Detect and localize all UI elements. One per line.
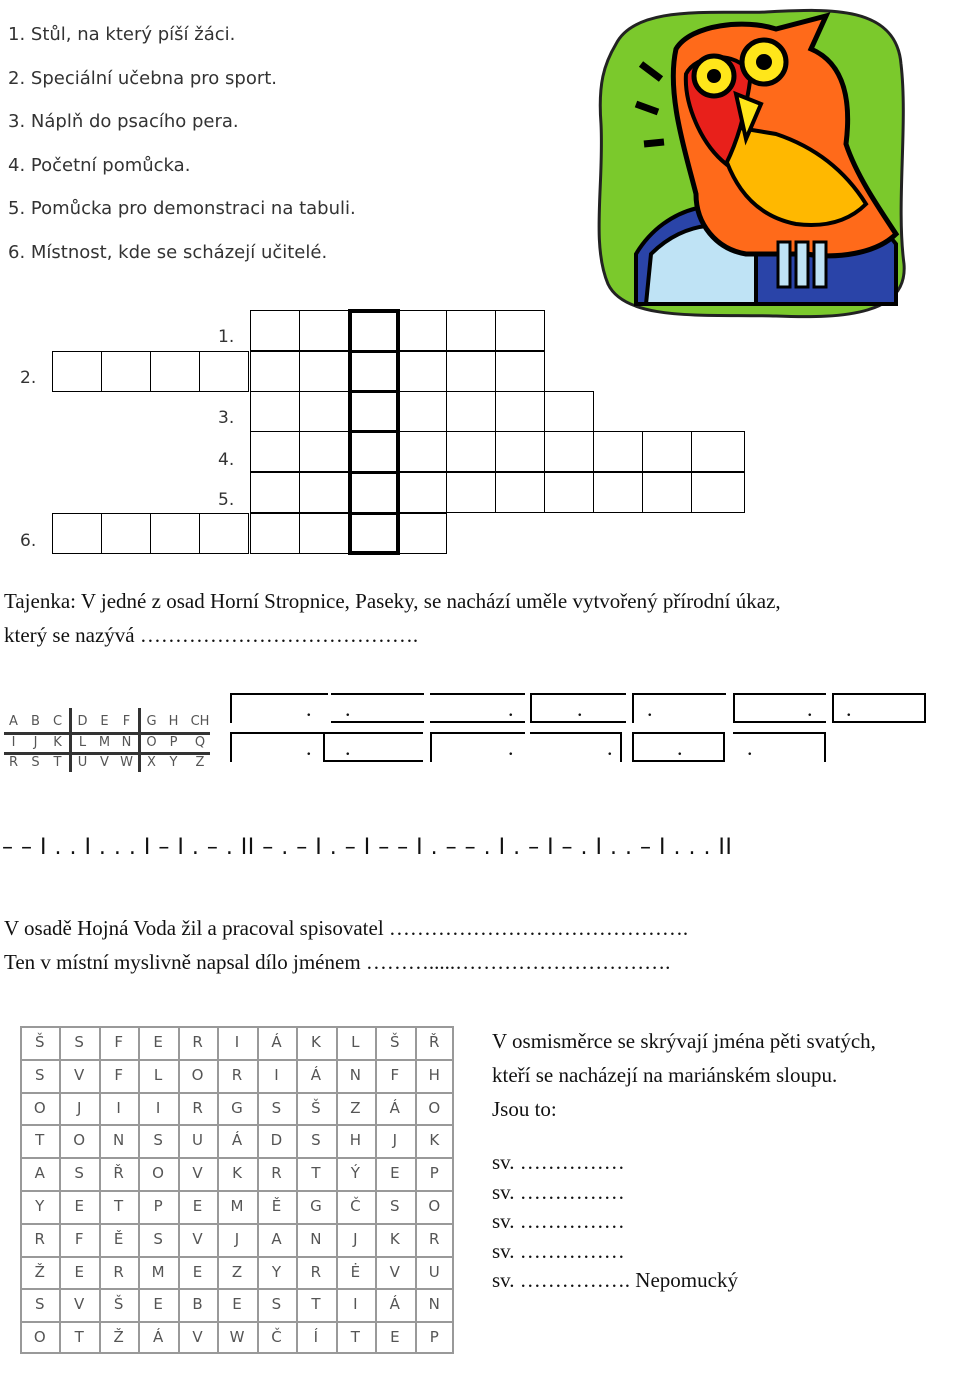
crossword-cell[interactable] [150, 351, 200, 392]
cipher-key-letter: I [11, 735, 16, 750]
word-search-letter[interactable]: R [310, 1262, 322, 1281]
cipher-key-letter: B [31, 714, 40, 729]
word-search-letter[interactable]: I [234, 1033, 240, 1051]
word-search-letter[interactable]: E [74, 1197, 84, 1215]
cipher-key-letter: J [33, 735, 38, 750]
word-search-letter[interactable]: P [153, 1197, 163, 1215]
word-search-letter[interactable]: T [311, 1295, 321, 1314]
word-search-letter[interactable]: V [192, 1229, 203, 1248]
word-search-letter[interactable]: D [270, 1131, 283, 1150]
cipher-key-letter: R [8, 755, 19, 770]
word-search-letter[interactable]: O [428, 1098, 441, 1117]
word-search-letter[interactable]: F [390, 1065, 400, 1084]
cipher-key-letter: D [77, 714, 88, 729]
row-number: 6. [20, 531, 37, 551]
tajenka-line-1: Tajenka: V jedné z osad Horní Stropnice, Paseky, se nachází uměle vytvořený přírodní úkaz, [4, 589, 781, 613]
crossword-cell[interactable] [52, 513, 102, 554]
word-search-letter[interactable]: Ě [113, 1229, 124, 1248]
word-search-letter[interactable]: R [113, 1262, 124, 1281]
cipher-key-letter: S [31, 755, 40, 770]
word-search-letter[interactable]: W [229, 1328, 245, 1347]
crossword-cell[interactable] [397, 391, 447, 432]
word-search-letter[interactable]: E [192, 1197, 203, 1215]
cipher-key-letter: H [168, 714, 179, 729]
word-search-letter[interactable]: A [34, 1164, 45, 1183]
crossword-cell[interactable] [446, 431, 496, 472]
row-number: 2. [20, 368, 37, 388]
crossword-cell[interactable] [299, 391, 349, 432]
crossword-cell[interactable] [495, 431, 545, 472]
word-search-letter[interactable]: R [271, 1164, 282, 1183]
cipher-key-letter: U [77, 755, 88, 770]
word-search-letter[interactable]: Á [389, 1098, 400, 1117]
word-search-letter[interactable]: N [113, 1131, 125, 1150]
crossword-cell[interactable] [250, 351, 300, 392]
saint-answer[interactable]: sv. …………… [492, 1179, 625, 1204]
word-search-letter[interactable]: N [349, 1065, 361, 1084]
cipher-key-letter: Z [195, 755, 205, 770]
word-search-letter[interactable]: V [74, 1065, 85, 1084]
crossword-cell[interactable] [348, 431, 398, 472]
cipher-key-letter: W [120, 755, 133, 770]
crossword-cell[interactable] [299, 310, 349, 351]
clue-list [8, 20, 356, 281]
instruction-line: V osmisměrce se skrývají jména pěti svatých, [492, 1029, 876, 1053]
word-search-letter[interactable]: K [429, 1131, 440, 1150]
word-search-letter[interactable]: Č [350, 1197, 361, 1215]
crossword-cell[interactable] [691, 431, 745, 472]
word-search-letter[interactable]: R [429, 1229, 440, 1248]
word-search-grid [20, 1026, 454, 1354]
word-search-letter[interactable]: F [114, 1033, 123, 1051]
row-number: 4. [218, 450, 235, 470]
word-search-letter[interactable]: S [34, 1065, 45, 1084]
solution-divider [348, 471, 400, 474]
word-search-letter[interactable]: E [232, 1295, 242, 1314]
word-search-letter[interactable]: Z [350, 1098, 361, 1117]
word-search-letter[interactable]: S [34, 1295, 45, 1314]
sentence-line-2: Ten v místní myslivně napsal dílo jménem ……….....…………………………. [4, 950, 671, 974]
crossword-cell[interactable] [348, 472, 398, 513]
word-search-letter[interactable]: Š [390, 1033, 400, 1051]
crossword-cell[interactable] [250, 310, 300, 351]
crossword-cell[interactable] [348, 391, 398, 432]
word-search-letter[interactable]: R [192, 1033, 203, 1051]
word-search-letter[interactable]: Ř [113, 1164, 124, 1183]
word-search-letter[interactable]: I [274, 1065, 279, 1084]
word-search-letter[interactable]: H [428, 1065, 440, 1084]
saint-answer[interactable]: sv. …………… [492, 1238, 625, 1263]
word-search-letter[interactable]: J [392, 1131, 398, 1150]
word-search-letter[interactable]: Š [34, 1033, 45, 1051]
word-search-letter[interactable]: O [33, 1098, 46, 1117]
word-search-letter[interactable]: P [429, 1164, 439, 1183]
crossword-cell[interactable] [150, 513, 200, 554]
crossword-cell[interactable] [52, 351, 102, 392]
word-search-letter[interactable]: S [311, 1131, 321, 1150]
crossword-cell[interactable] [397, 513, 447, 554]
word-search-letter[interactable]: E [153, 1295, 163, 1314]
crossword-cell[interactable] [397, 310, 447, 351]
word-search-letter[interactable]: S [271, 1098, 282, 1117]
word-search-letter[interactable]: B [192, 1295, 203, 1314]
word-search-letter[interactable]: F [74, 1229, 84, 1248]
crossword-cell[interactable] [642, 472, 692, 513]
crossword-cell[interactable] [250, 513, 300, 554]
word-search-letter[interactable]: Ž [113, 1328, 124, 1347]
word-search-letter[interactable]: N [428, 1295, 440, 1314]
word-search-letter[interactable]: E [153, 1033, 163, 1051]
cipher-key-letter: N [121, 735, 132, 750]
cipher-key-letter: F [122, 714, 131, 729]
cipher-key-divider [4, 752, 210, 755]
clue-item: 1. Stůl, na který píší žáci. [8, 24, 236, 45]
solution-divider [348, 512, 400, 515]
word-search-letter[interactable]: Č [271, 1328, 282, 1347]
word-search-letter[interactable]: Á [389, 1295, 400, 1314]
instruction-line: kteří se nacházejí na mariánském sloupu. [492, 1063, 838, 1087]
answer-box[interactable] [230, 693, 328, 723]
word-search-letter[interactable]: M [230, 1197, 244, 1215]
crossword-cell[interactable] [495, 472, 545, 513]
word-search-letter[interactable]: F [114, 1065, 123, 1084]
word-search-letter[interactable]: Á [310, 1065, 322, 1084]
crossword-cell[interactable] [348, 513, 398, 554]
word-search-letter[interactable]: G [310, 1197, 322, 1215]
crossword-cell[interactable] [593, 431, 643, 472]
crossword-cell[interactable] [691, 472, 745, 513]
cipher-key-letter: O [146, 735, 157, 750]
word-search-letter[interactable]: H [349, 1131, 361, 1150]
crossword-cell[interactable] [446, 310, 496, 351]
cipher-key-letter: M [98, 735, 111, 750]
crossword-cell[interactable] [299, 472, 349, 513]
word-search-letter[interactable]: E [390, 1328, 400, 1347]
word-search-letter[interactable]: A [271, 1229, 282, 1248]
word-search-letter[interactable]: L [153, 1065, 163, 1084]
word-search-letter[interactable]: O [191, 1065, 204, 1084]
word-search-instructions [492, 1024, 876, 1126]
word-search-letter[interactable]: S [153, 1229, 163, 1248]
cipher-key-letter: L [78, 735, 87, 750]
word-search-letter[interactable]: V [192, 1164, 203, 1183]
word-search-letter[interactable]: N [310, 1229, 322, 1248]
word-search-letter[interactable]: Ý [350, 1164, 360, 1183]
crossword-cell[interactable] [250, 472, 300, 513]
crossword-cell[interactable] [199, 513, 249, 554]
word-search-letter[interactable]: E [74, 1262, 84, 1281]
word-search-letter[interactable]: Á [152, 1328, 164, 1347]
crossword-cell[interactable] [397, 351, 447, 392]
word-search-letter[interactable]: Ė [350, 1262, 361, 1281]
word-search-letter[interactable]: S [74, 1164, 84, 1183]
word-search-letter[interactable]: I [353, 1295, 358, 1314]
cipher-key-letter: E [100, 714, 109, 729]
solution-divider [348, 350, 400, 353]
word-search-letter[interactable]: V [389, 1262, 400, 1281]
word-search-letter[interactable]: R [34, 1229, 45, 1248]
word-search-letter[interactable]: Á [271, 1033, 282, 1051]
clue-item: 4. Početní pomůcka. [8, 154, 191, 176]
crossword-cell[interactable] [299, 431, 349, 472]
word-search-letter[interactable]: K [389, 1229, 400, 1248]
crossword-cell[interactable] [446, 351, 496, 392]
crossword-cell[interactable] [250, 391, 300, 432]
word-search-letter[interactable]: V [192, 1328, 203, 1347]
crossword-cell[interactable] [101, 513, 151, 554]
word-search-letter[interactable]: J [353, 1229, 358, 1248]
word-search-letter[interactable]: Š [113, 1295, 124, 1314]
cipher-key-divider [138, 708, 141, 772]
word-search-letter[interactable]: R [192, 1098, 203, 1117]
word-search-letter[interactable]: G [231, 1098, 243, 1117]
crossword-grid [0, 300, 760, 570]
word-search-letter[interactable]: J [76, 1098, 82, 1117]
crossword-cell[interactable] [299, 513, 349, 554]
word-search-letter[interactable]: S [390, 1197, 400, 1215]
solution-divider [348, 430, 400, 433]
word-search-letter[interactable]: E [390, 1164, 400, 1183]
word-search-letter[interactable]: Ř [429, 1033, 440, 1051]
word-search-letter[interactable]: U [428, 1262, 440, 1281]
cipher-key-letter: X [147, 755, 156, 770]
cipher-key-divider [69, 708, 72, 772]
crossword-cell[interactable] [101, 351, 151, 392]
word-search-letter[interactable]: K [310, 1033, 321, 1051]
word-search-letter[interactable]: Y [271, 1262, 282, 1281]
word-search-letter[interactable]: Ž [34, 1262, 45, 1281]
solution-divider [348, 390, 400, 393]
cipher-key-letter: P [169, 735, 178, 750]
word-search-letter[interactable]: Z [231, 1262, 243, 1281]
cipher-key-letter: A [9, 714, 18, 729]
word-search-letter[interactable]: Ě [271, 1197, 282, 1215]
saint-answer[interactable]: sv. …………… [492, 1150, 625, 1174]
crossword-cell[interactable] [250, 431, 300, 472]
crossword-cell[interactable] [495, 391, 545, 432]
crossword-cell[interactable] [397, 472, 447, 513]
word-search-letter[interactable]: I [116, 1098, 121, 1117]
word-search-letter[interactable]: T [114, 1197, 124, 1215]
cipher-key-letter: G [146, 714, 157, 729]
crossword-cell[interactable] [495, 351, 545, 392]
row-number: 5. [218, 490, 235, 510]
instruction-line: Jsou to: [492, 1097, 557, 1121]
cipher-key-letter: T [53, 755, 62, 770]
word-search-letter[interactable]: Š [311, 1098, 321, 1117]
cipher-key-letter: C [52, 714, 63, 729]
word-search-letter[interactable]: L [351, 1033, 360, 1051]
word-search-letter[interactable]: S [271, 1295, 282, 1314]
word-search-letter[interactable]: T [74, 1328, 84, 1347]
crossword-cell[interactable] [446, 391, 496, 432]
word-search-letter[interactable]: V [74, 1295, 85, 1314]
crossword-cell[interactable] [642, 431, 692, 472]
word-search-letter[interactable]: O [33, 1328, 46, 1347]
crossword-cell[interactable] [199, 351, 249, 392]
word-search-letter[interactable]: M [151, 1262, 165, 1281]
word-search-letter[interactable]: Á [231, 1131, 243, 1150]
cipher-key-letter: Y [169, 755, 178, 770]
word-search-letter[interactable]: R [231, 1065, 243, 1084]
word-search-letter[interactable]: S [153, 1131, 163, 1150]
clue-item: 5. Pomůcka pro demonstraci na tabuli. [8, 198, 356, 219]
word-search-letter[interactable]: T [311, 1164, 321, 1183]
word-search-letter[interactable]: P [429, 1328, 439, 1347]
word-search-letter[interactable]: E [192, 1262, 203, 1281]
crossword-cell[interactable] [593, 472, 643, 513]
crossword-cell[interactable] [544, 472, 594, 513]
word-search-letter[interactable]: Y [35, 1197, 45, 1215]
sentence-line-1: V osadě Hojná Voda žil a pracoval spisovatel ……………………………………. [4, 916, 689, 940]
word-search-letter[interactable]: I [155, 1098, 161, 1117]
word-search-letter[interactable]: S [74, 1033, 84, 1051]
crossword-cell[interactable] [299, 351, 349, 392]
word-search-letter[interactable]: O [152, 1164, 164, 1183]
clue-item: 2. Speciální učebna pro sport. [8, 67, 278, 89]
row-number: 1. [218, 327, 235, 347]
cipher-key-letter: K [53, 735, 62, 750]
crossword-cell[interactable] [397, 431, 447, 472]
crossword-cell[interactable] [544, 391, 594, 432]
word-search-letter[interactable]: O [428, 1197, 441, 1215]
cipher-key-letter: V [100, 755, 109, 770]
word-search-letter[interactable]: Í [313, 1328, 319, 1347]
word-search-letter[interactable]: T [350, 1328, 360, 1347]
saint-answer[interactable]: sv. …………… [492, 1209, 625, 1233]
owl-illustration [596, 4, 908, 322]
row-number: 3. [218, 408, 235, 428]
cipher-key-letter: Q [194, 735, 206, 750]
clue-item: 3. Náplň do psacího pera. [8, 111, 239, 132]
answer-box[interactable] [323, 732, 423, 762]
word-search-letter[interactable]: U [192, 1131, 204, 1150]
tajenka-line-2: který se nazývá …………………………………. [4, 623, 419, 647]
crossword-cell[interactable] [348, 351, 398, 392]
saint-answer[interactable]: sv. ……………. Nepomucký [492, 1268, 738, 1292]
word-search-letter[interactable]: K [232, 1164, 242, 1183]
word-search-letter[interactable]: O [73, 1131, 86, 1150]
crossword-cell[interactable] [348, 310, 398, 351]
cipher-key-divider [4, 732, 210, 735]
word-search-letter[interactable]: J [234, 1229, 240, 1248]
clue-item: 6. Místnost, kde se scházejí učitelé. [8, 241, 328, 263]
saints-list [492, 1148, 738, 1296]
word-search-letter[interactable]: T [35, 1131, 45, 1150]
crossword-cell[interactable] [544, 431, 594, 472]
cipher-key-letter: CH [190, 714, 210, 729]
crossword-cell[interactable] [446, 472, 496, 513]
cipher-code: – – I . . I . . . I – I . – . II – . – I . – I – – I . – – . I . – I – . I . . – I . . . II [2, 835, 733, 860]
crossword-cell[interactable] [495, 310, 545, 351]
